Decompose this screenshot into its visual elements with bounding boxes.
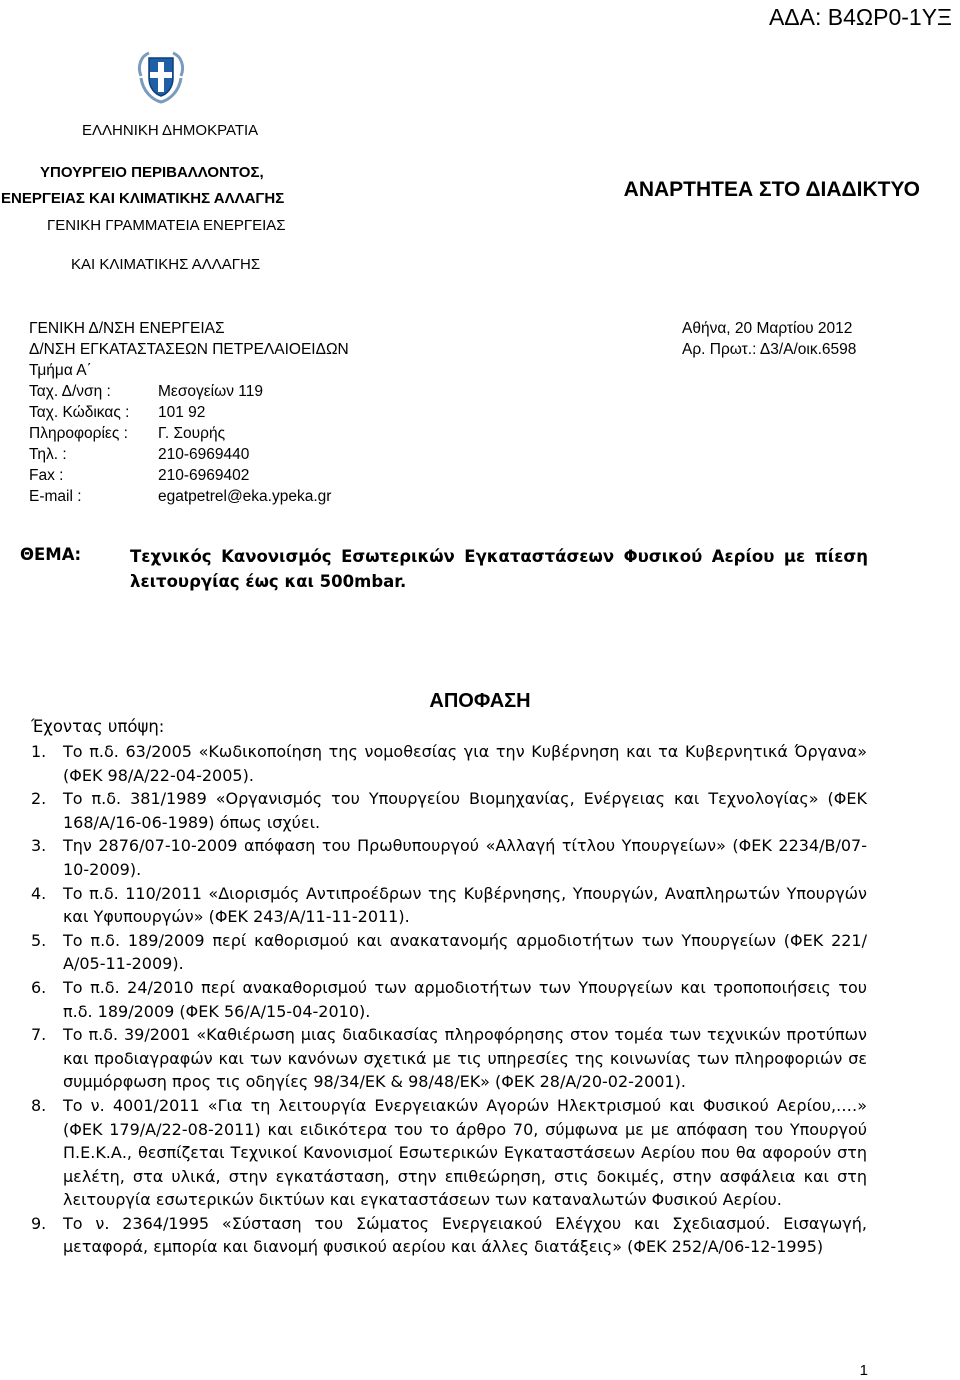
protocol-number: Αρ. Πρωτ.: Δ3/Α/οικ.6598	[682, 341, 857, 358]
list-item-number: 4.	[31, 883, 47, 903]
directorate-general: ΓΕΝΙΚΗ Δ/ΝΣΗ ΕΝΕΡΓΕΙΑΣ	[29, 320, 225, 337]
ada-code: ΑΔΑ: Β4ΩΡ0-1ΥΞ	[768, 4, 952, 30]
list-item-number: 1.	[31, 742, 47, 761]
list-item	[31, 787, 867, 834]
list-item-text: Την 2876/07-10-2009 απόφαση του Πρωθυπουργού «Αλλαγή τίτλου Υπουργείων» (ΦΕΚ 2234/Β/07-10-2009).	[63, 836, 867, 879]
having-considered: Έχοντας υπόψη:	[31, 717, 165, 736]
list-item-number: 6.	[31, 977, 47, 997]
list-item-text: Το π.δ. 381/1989 «Οργανισμός του Υπουργείου Βιομηχανίας, Ενέργειας και Τεχνολογίας» (ΦΕΚ 168/Α/16-06-1989) όπως ισχύει.	[63, 789, 867, 832]
subject-text: Τεχνικός Κανονισμός Εσωτερικών Εγκαταστάσεων Φυσικού Αερίου με πίεση λειτουργίας έως και 500mbar.	[130, 547, 868, 591]
list-item	[31, 976, 867, 1023]
list-item	[31, 929, 867, 976]
list-item-text: Το π.δ. 63/2005 «Κωδικοποίηση της νομοθεσίας για την Κυβέρνηση και τα Κυβερνητικά Όργανα» (ΦΕΚ 98/Α/22-04-2005).	[63, 742, 867, 785]
decision-title: ΑΠΟΦΑΣΗ	[429, 690, 531, 712]
list-item-number: 3.	[31, 836, 47, 856]
greek-coat-of-arms-icon	[133, 48, 189, 104]
ministry-name-line1: ΥΠΟΥΡΓΕΙΟ ΠΕΡΙΒΑΛΛΟΝΤΟΣ,	[40, 164, 264, 181]
list-item-number: 9.	[31, 1213, 47, 1233]
fax-value: 210-6969402	[158, 467, 250, 484]
republic-name: ΕΛΛΗΝΙΚΗ ΔΗΜΟΚΡΑΤΙΑ	[82, 122, 259, 139]
ministry-name-line2: ΕΝΕΡΓΕΙΑΣ ΚΑΙ ΚΛΙΜΑΤΙΚΗΣ ΑΛΛΑΓΗΣ	[1, 190, 285, 207]
address-value: Μεσογείων 119	[158, 383, 263, 400]
list-item	[31, 1094, 867, 1212]
references-list	[31, 740, 867, 1259]
list-item-text: Το π.δ. 110/2011 «Διορισμός Αντιπροέδρων της Κυβέρνησης, Υπουργών, Αναπληρωτών Υπουργών και Υφυπουργών» (ΦΕΚ 243/Α/11-11-2011).	[63, 883, 867, 927]
postal-code-value: 101 92	[158, 404, 206, 421]
list-item-number: 8.	[31, 1095, 47, 1115]
phone-value: 210-6969440	[158, 446, 250, 463]
list-item-number: 5.	[31, 930, 47, 950]
list-item	[31, 740, 867, 787]
page-number: 1	[859, 1362, 868, 1379]
date-place: Αθήνα, 20 Μαρτίου 2012	[682, 320, 853, 337]
list-item-text: Το π.δ. 24/2010 περί ανακαθορισμού των αρμοδιοτήτων των Υπουργείων και τροποποιήσεις του π.δ. 189/2009 (ΦΕΚ 56/Α/15-04-2010).	[63, 977, 867, 1021]
list-item	[31, 1212, 867, 1259]
fax-label: Fax :	[29, 467, 64, 484]
email-value: egatpetrel@eka.ypeka.gr	[158, 488, 332, 505]
list-item-number: 2.	[31, 789, 47, 809]
directorate: Δ/ΝΣΗ ΕΓΚΑΤΑΣΤΑΣΕΩΝ ΠΕΤΡΕΛΑΙΟΕΙΔΩΝ	[29, 341, 349, 358]
secretariat-name-line2: ΚΑΙ ΚΛΙΜΑΤΙΚΗΣ ΑΛΛΑΓΗΣ	[71, 256, 261, 273]
list-item-number: 7.	[31, 1025, 47, 1045]
info-contact-value: Γ. Σουρής	[158, 425, 226, 442]
list-item-text: Το π.δ. 39/2001 «Καθιέρωση μιας διαδικασίας πληροφόρησης στον τομέα των τεχνικών προτύπων και προδιαγραφών και των κανόνων σχετικά με τις υπηρεσίες της κοινωνίας των πληροφοριών σε συμμόρφωση προς τις οδηγίες 98/34/ΕΚ & 98/48/ΕΚ» (ΦΕΚ 28/Α/20-02-2001).	[63, 1025, 867, 1092]
list-item	[31, 882, 867, 929]
list-item-text: Το ν. 4001/2011 «Για τη λειτουργία Ενεργειακών Αγορών Ηλεκτρισμού και Φυσικού Αερίου,.…» (ΦΕΚ 179/Α/22-08-2011) και ειδικότερα του το άρθρο 70, σύμφωνα με με απόφαση του Υπουργού Π.Ε.Κ.Α., θεσπίζεται Τεχνικοί Κανονισμοί Εσωτερικών Εγκαταστάσεων Αερίου που θα αφορούν στη μελέτη, στα υλικά, στην εγκατάσταση, στην επιθεώρηση, στις δοκιμές, στην ασφάλεια και στη λειτουργία εσωτερικών δικτύων και εγκαταστάσεων των καταναλωτών Φυσικού Αερίου.	[63, 1095, 867, 1210]
list-item-text: Το ν. 2364/1995 «Σύσταση του Σώματος Ενεργειακού Ελέγχου και Σχεδιασμού. Εισαγωγή, μεταφορά, εμπορία και διανομή φυσικού αερίου και άλλες διατάξεις» (ΦΕΚ 252/Α/06-12-1995)	[63, 1213, 867, 1257]
subject-label: ΘΕΜΑ:	[20, 545, 82, 564]
internet-posting-notice: ΑΝΑΡΤΗΤΕΑ ΣΤΟ ΔΙΑΔΙΚΤΥΟ	[623, 178, 920, 201]
list-item	[31, 834, 867, 881]
list-item-text: Το π.δ. 189/2009 περί καθορισμού και ανακατανομής αρμοδιοτήτων των Υπουργείων (ΦΕΚ 221/Α/05-11-2009).	[63, 930, 867, 974]
address-label: Ταχ. Δ/νση :	[29, 383, 111, 400]
secretariat-name-line1: ΓΕΝΙΚΗ ΓΡΑΜΜΑΤΕΙΑ ΕΝΕΡΓΕΙΑΣ	[47, 217, 286, 234]
email-label: E-mail :	[29, 488, 82, 505]
info-contact-label: Πληροφορίες :	[29, 425, 128, 442]
phone-label: Τηλ. :	[29, 446, 67, 463]
department: Τμήμα Α΄	[29, 362, 92, 379]
list-item	[31, 1023, 867, 1094]
postal-code-label: Ταχ. Κώδικας :	[29, 404, 130, 421]
